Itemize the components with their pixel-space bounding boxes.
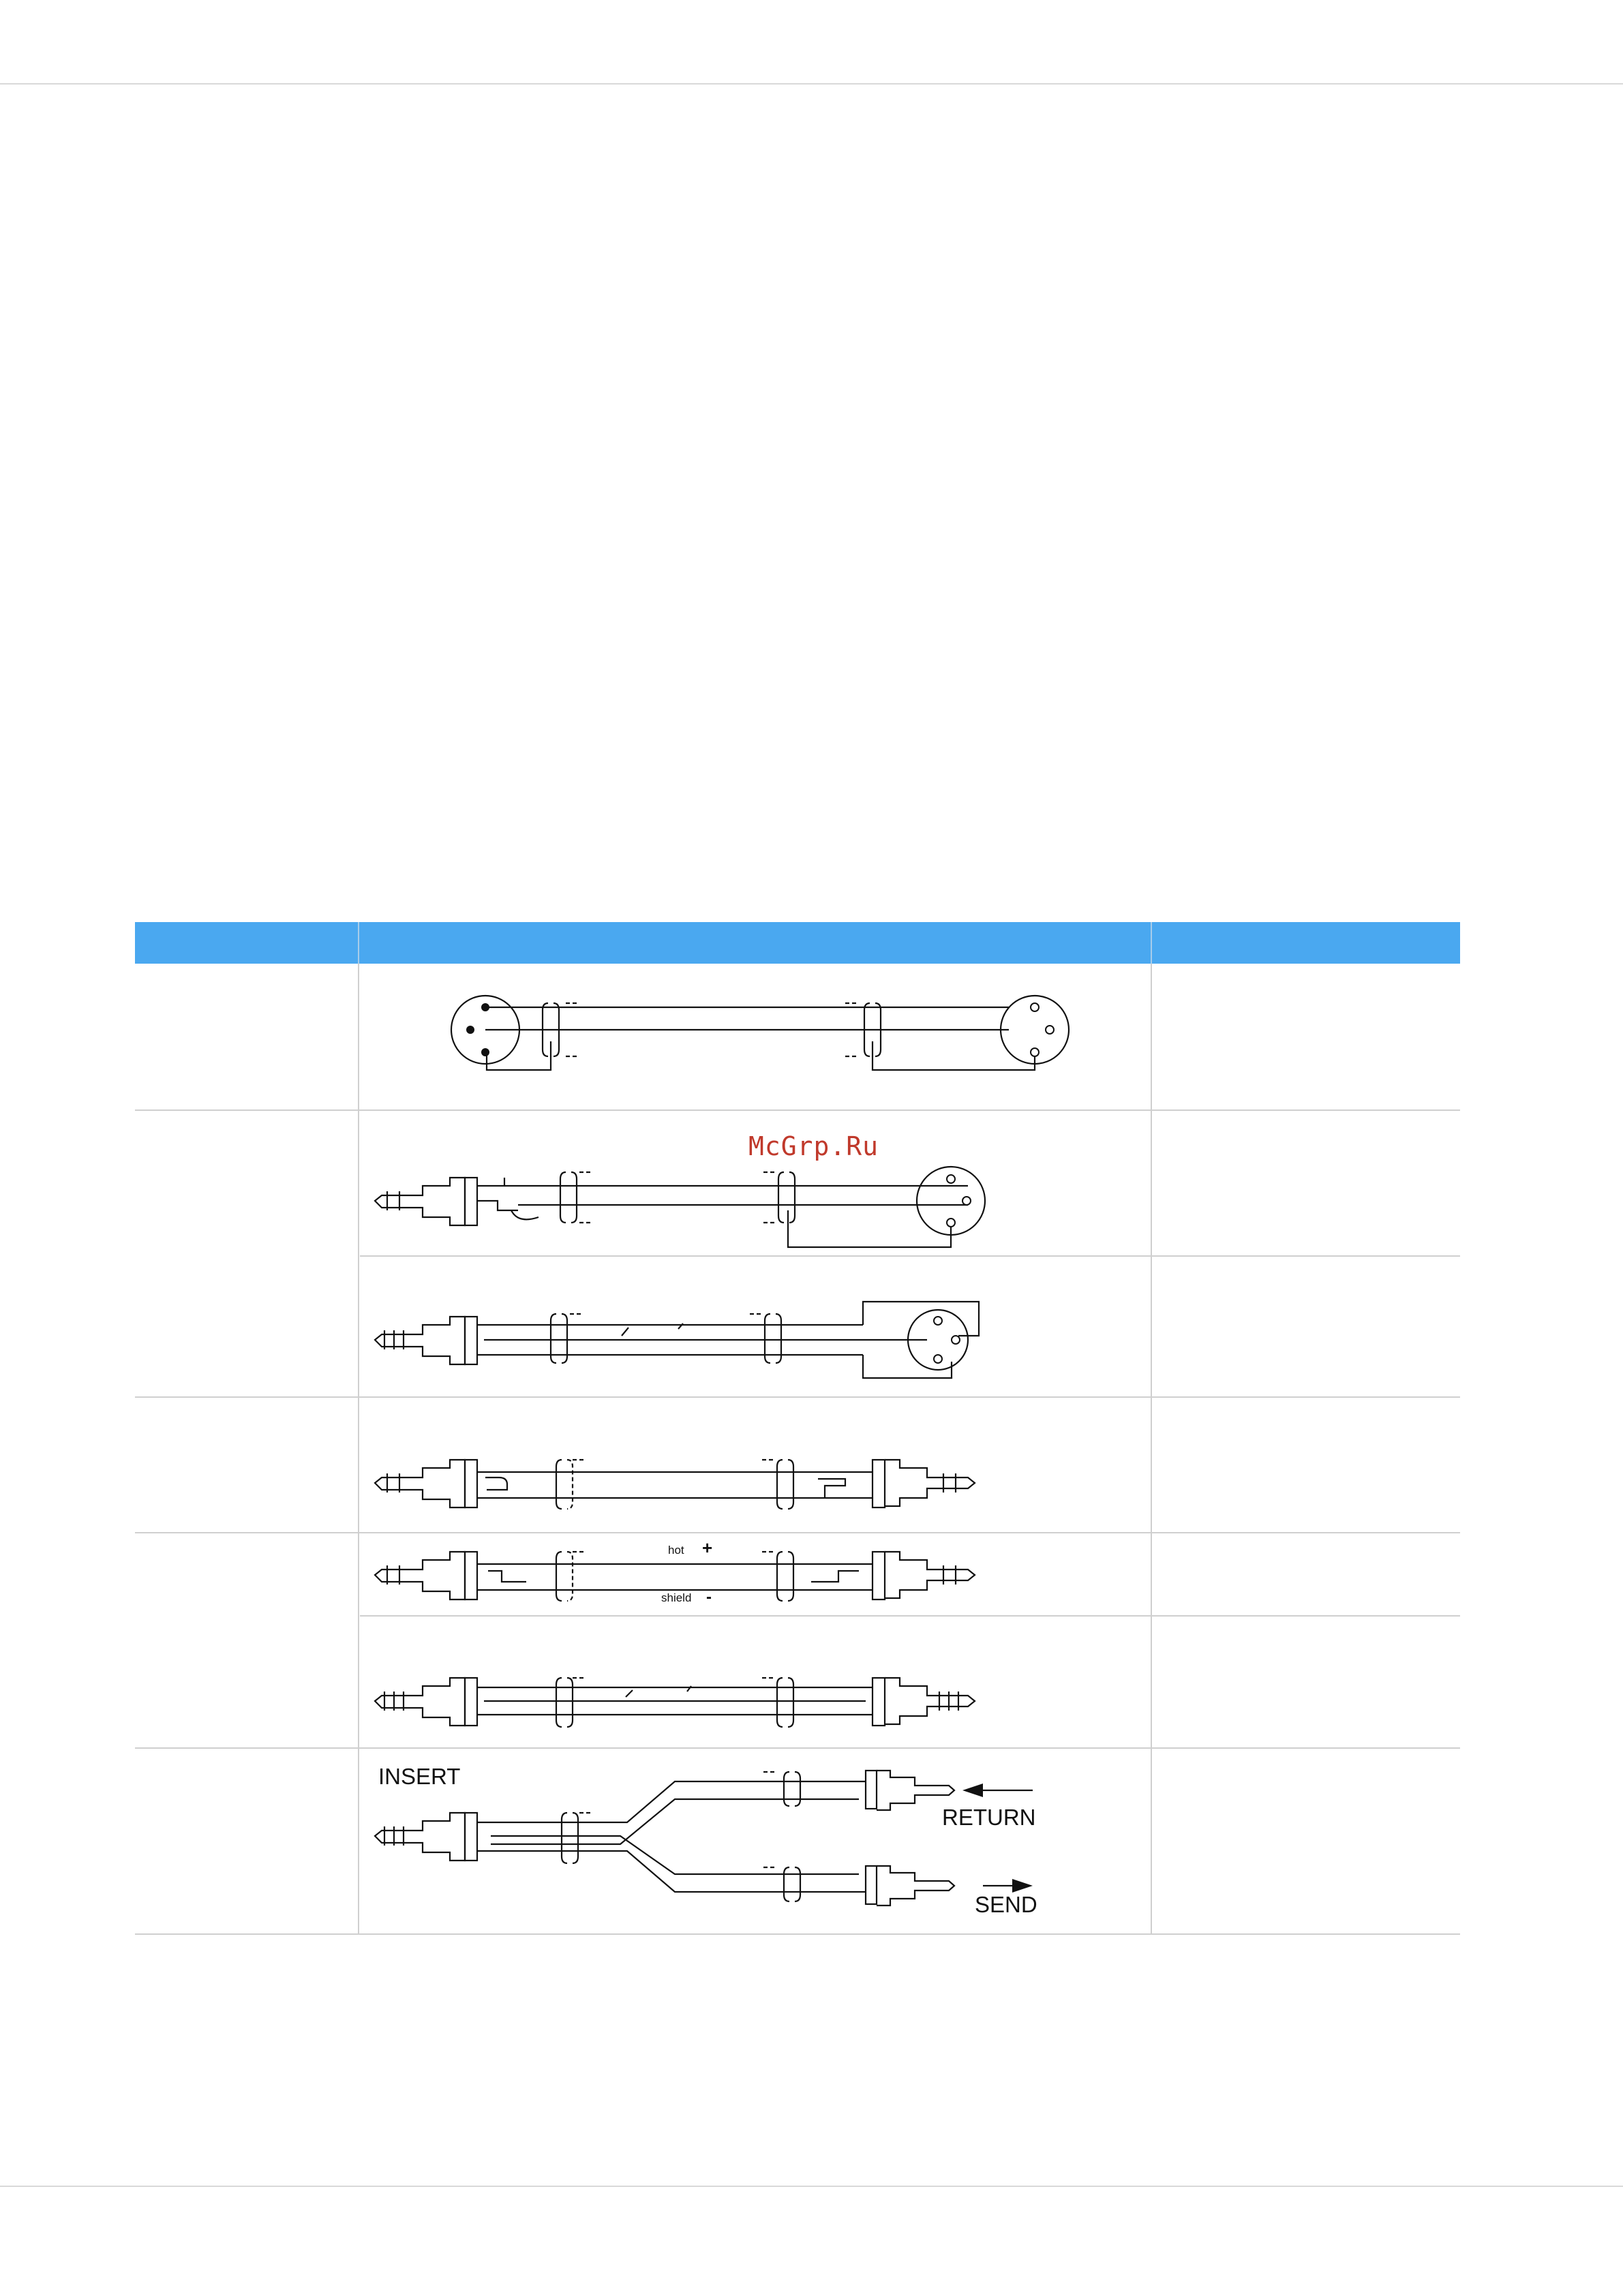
stereo-jack-to-stereo-jack-diagram xyxy=(368,1670,995,1738)
row-divider xyxy=(135,1109,1460,1111)
hot-label: hot xyxy=(668,1544,684,1557)
xlr-to-xlr-diagram xyxy=(436,988,1077,1077)
plus-label: + xyxy=(702,1537,713,1558)
top-rule xyxy=(0,83,1623,85)
minus-label: - xyxy=(706,1588,712,1606)
stereo-jack-to-xlr-diagram xyxy=(368,1295,995,1390)
insert-label: INSERT xyxy=(378,1764,461,1789)
table-header xyxy=(135,922,1460,964)
shield-label: shield xyxy=(661,1591,692,1604)
send-label: SEND xyxy=(975,1892,1037,1917)
insert-y-cable-diagram xyxy=(368,1745,1036,1935)
return-label: RETURN xyxy=(942,1805,1036,1830)
bottom-rule xyxy=(0,2186,1623,2187)
row-divider xyxy=(135,1396,1460,1398)
column-divider xyxy=(1151,964,1152,1935)
mono-jack-to-xlr-diagram xyxy=(368,1159,995,1261)
row-divider xyxy=(135,1532,1460,1533)
column-divider xyxy=(358,964,359,1935)
watermark-text: McGrp.Ru xyxy=(748,1131,879,1161)
mono-jack-to-mono-jack-diagram xyxy=(368,1452,995,1520)
